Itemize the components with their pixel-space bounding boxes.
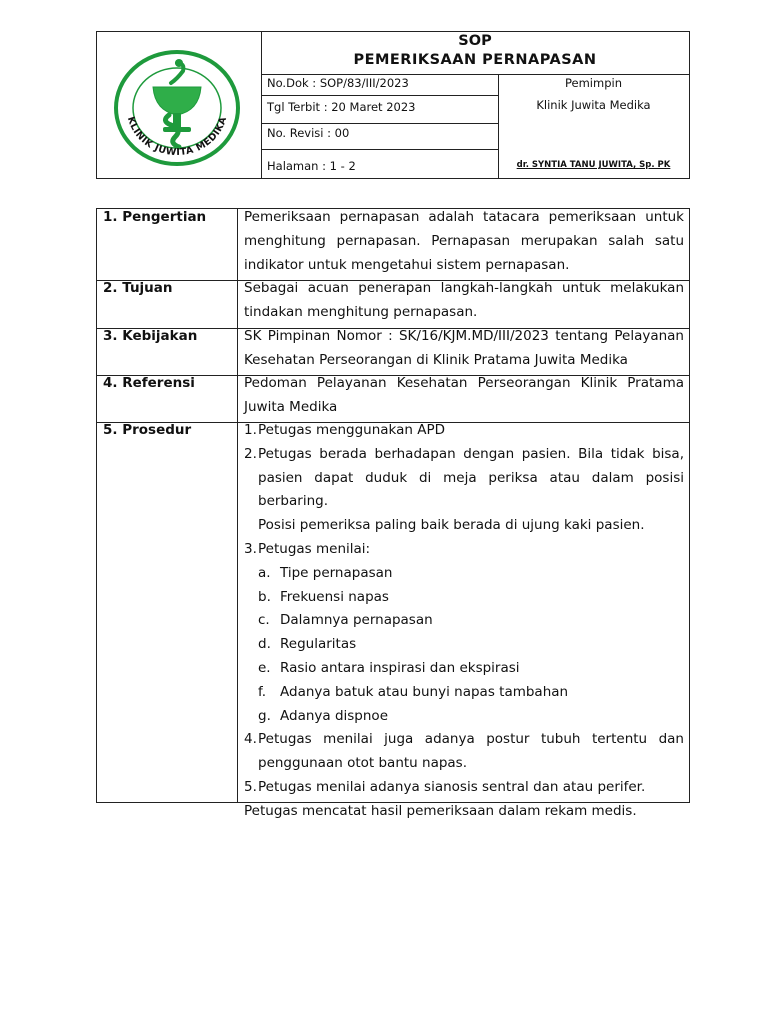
step-4 [244,728,684,752]
text-line: Sebagai acuan penerapan langkah-langkah untuk melakukan [244,280,684,296]
approver-role: Pemimpin [565,76,622,90]
list-item [244,705,684,729]
approver-org: Klinik Juwita Medika [536,98,651,112]
text-line: tindakan menghitung pernapasan. [244,303,478,320]
label-tujuan: 2. Tujuan [103,280,173,296]
list-item [244,609,684,633]
step-text: Petugas menggunakan APD [258,422,445,438]
step-number: 2. [244,445,257,462]
list-item [244,562,684,586]
step-text: Petugas menilai: [258,540,371,557]
label-referensi: 4. Referensi [103,375,195,391]
list-letter: c. [258,612,270,629]
list-item [244,681,684,705]
list-letter: e. [258,659,271,676]
step-text-cont: pasien dapat duduk di meja periksa atau dalam posisi berbaring. [258,469,684,510]
step-text: Petugas menilai juga adanya postur tubuh tertentu dan [258,731,684,748]
column-divider [237,209,238,802]
title-sop: SOP [458,33,492,49]
halaman: Halaman : 1 - 2 [267,159,356,173]
step-5 [244,776,684,800]
logo-text: KLINIK JUWITA MEDIKA [124,115,230,159]
content-prosedur [244,419,684,824]
content-tujuan [244,277,684,325]
text-line: SK Pimpinan Nomor : SK/16/KJM.MD/III/2023 tentang Pelayanan [244,328,684,344]
no-revisi: No. Revisi : 00 [261,124,498,150]
list-text: Regularitas [280,636,357,653]
document-header [96,31,690,179]
text-line: Juwita Medika [244,398,338,415]
list-letter: a. [258,564,271,581]
list-letter: f. [258,683,267,700]
step-text-cont: penggunaan otot bantu napas. [258,755,468,772]
list-text: Rasio antara inspirasi dan ekspirasi [280,659,520,676]
label-kebijakan: 3. Kebijakan [103,328,198,344]
list-letter: d. [258,636,271,653]
list-text: Frekuensi napas [280,588,389,605]
label-prosedur: 5. Prosedur [103,422,192,438]
text-line: Kesehatan Perseorangan di Klinik Pratama Juwita Medika [244,351,628,368]
list-text: Tipe pernapasan [280,564,393,581]
approver-name: dr. SYNTIA TANU JUWITA, Sp. PK [516,160,671,170]
label-pengertian: 1. Pengertian [103,209,207,225]
step-text: Petugas berada berhadapan dengan pasien. Bila tidak bisa, [258,445,684,462]
text-line: Pemeriksaan pernapasan adalah tatacara pemeriksaan untuk [244,209,684,225]
closing-text: Petugas mencatat hasil pemeriksaan dalam rekam medis. [244,802,637,819]
logo-cell [97,32,262,178]
step-2 [244,443,684,467]
title-main: PEMERIKSAAN PERNAPASAN [353,52,597,68]
content-referensi [244,372,684,420]
clinic-logo-icon [113,49,241,167]
step-text-cont: Posisi pemeriksa paling baik berada di ujung kaki pasien. [258,517,645,534]
list-item [244,586,684,610]
list-letter: b. [258,588,271,605]
list-letter: g. [258,707,271,724]
list-item [244,657,684,681]
list-item [244,633,684,657]
sop-content-table [96,208,690,819]
step-number: 5. [244,778,257,795]
approval-block [498,74,689,178]
text-line: Pedoman Pelayanan Kesehatan Perseorangan Klinik Pratama [244,375,684,391]
document-meta [261,74,499,178]
step-number: 4. [244,731,257,748]
tgl-terbit: Tgl Terbit : 20 Maret 2023 [261,96,498,124]
document-title [261,32,689,75]
step-number: 1. [244,422,257,438]
text-line: indikator untuk mengetahui sistem pernapasan. [244,256,570,273]
no-dok: No.Dok : SOP/83/III/2023 [261,74,498,96]
list-text: Dalamnya pernapasan [280,612,433,629]
content-kebijakan [244,325,684,373]
list-text: Adanya batuk atau bunyi napas tambahan [280,683,569,700]
step-number: 3. [244,540,257,557]
step-3 [244,538,684,562]
step-text: Petugas menilai adanya sianosis sentral dan atau perifer. [258,778,646,795]
step-1 [244,419,684,443]
text-line: menghitung pernapasan. Pernapasan merupakan salah satu [244,232,684,249]
content-pengertian [244,206,684,277]
list-text: Adanya dispnoe [280,707,388,724]
